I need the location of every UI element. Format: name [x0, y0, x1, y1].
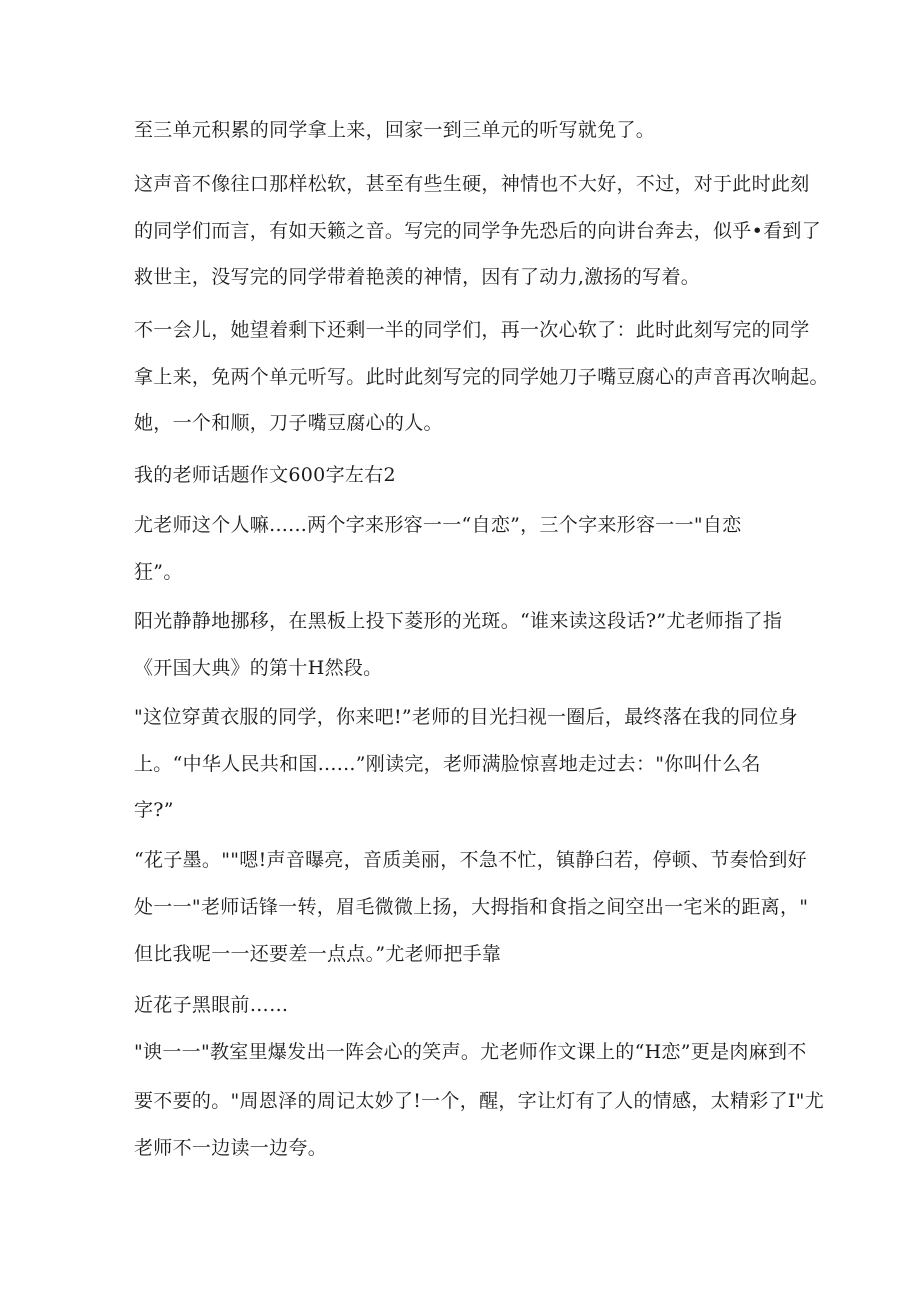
text-line: 但比我呢一一还要差一点点。”尤老师把手靠: [134, 943, 502, 965]
text-line: "这位穿黄衣服的同学，你来吧!”老师的目光扫视一圈后，最终落在我的同位身: [134, 706, 798, 728]
text-line: 阳光静静地挪移，在黑板上投下菱形的光斑。“谁来读这段话?”尤老师指了指: [134, 610, 783, 632]
text-line: 救世主，没写完的同学带着艳羡的神情，因有了动力,激扬的写着。: [134, 266, 701, 288]
text-line: 尤老师这个人嘛......两个字来形容一一“自恋”，三个字来形容一一"自恋: [134, 514, 742, 536]
text-line: 老师不一边读一边夸。: [134, 1137, 328, 1159]
text-line: 至三单元积累的同学拿上来，回家一到三单元的听写就免了。: [134, 119, 656, 141]
text-line: 处一一"老师话锋一转，眉毛微微上扬，大拇指和食指之间空出一宅米的距离，": [134, 896, 809, 918]
text-line: 不一会儿，她望着剩下还剩一半的同学们，再一次心软了：此时此刻写完的同学: [134, 319, 810, 341]
section-heading: 我的老师话题作文600字左右2: [134, 464, 396, 486]
text-line: 这声音不像往口那样松软，甚至有些生硬，神情也不大好，不过，对于此时此刻: [134, 173, 810, 195]
text-line: 狂”。: [134, 561, 183, 583]
text-line: “花子墨。""嗯!声音曝亮，音质美丽，不急不忙，镇静臼若，停顿、节奏恰到好: [134, 849, 807, 871]
text-line: 字?”: [134, 799, 174, 821]
text-line: 近花子黑眼前……: [134, 994, 289, 1016]
text-line: 要不要的。"周恩泽的周记太妙了!一个，醒，字让灯有了人的情感，太精彩了I"尤: [134, 1090, 825, 1112]
text-line: 拿上来，免两个单元听写。此时此刻写完的同学她刀子嘴豆腐心的声音再次响起。: [134, 366, 829, 388]
text-line: 她，一个和顺，刀子嘴豆腐心的人。: [134, 412, 443, 434]
text-line: 《开国大典》的第十H然段。: [134, 657, 383, 679]
text-line: 的同学们而言，有如天籁之音。写完的同学争先恐后的向讲台奔去，似乎•看到了: [134, 220, 822, 242]
text-line: "谀一一"教室里爆发出一阵会心的笑声。尤老师作文课上的“H恋”更是肉麻到不: [134, 1041, 807, 1063]
text-line: 上。“中华人民共和国......”刚读完，老师满脸惊喜地走过去："你叫什么名: [134, 753, 761, 775]
